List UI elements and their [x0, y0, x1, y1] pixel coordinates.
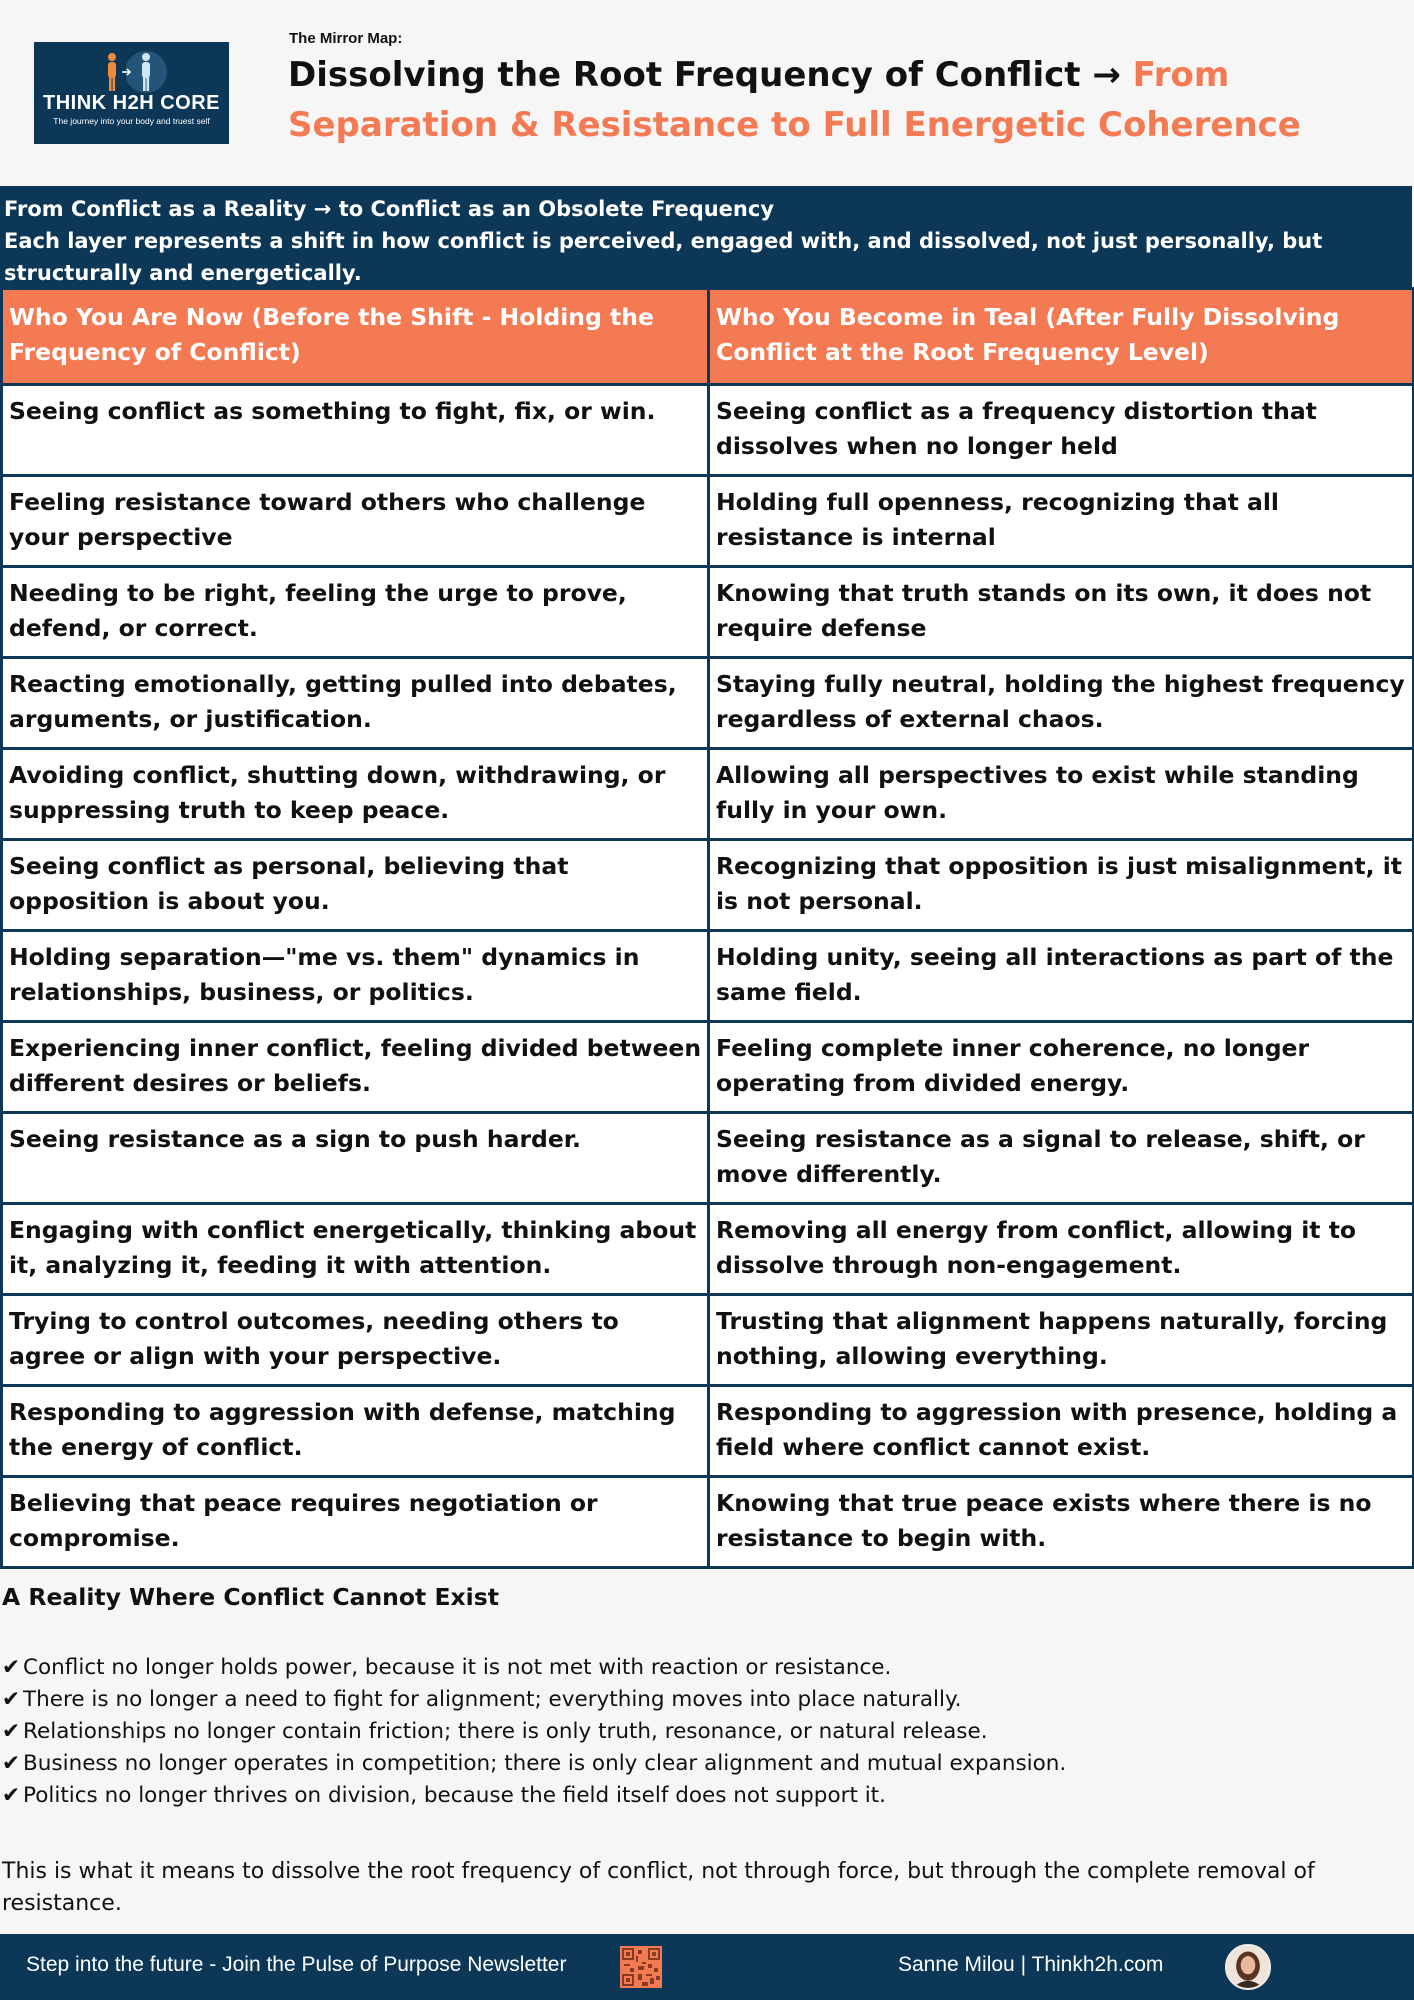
table-row [2, 1386, 1414, 1477]
logo-tagline: The journey into your body and truest self [53, 116, 210, 126]
table-row [2, 567, 1414, 658]
list-item-text: There is no longer a need to fight for alignment; everything moves into place naturally. [23, 1687, 962, 1712]
list-item [2, 1748, 1402, 1780]
before-cell: Avoiding conflict, shutting down, withdrawing, or suppressing truth to keep peace. [2, 749, 709, 840]
after-cell: Knowing that truth stands on its own, it does not require defense [709, 567, 1414, 658]
list-item [2, 1652, 1402, 1684]
page-kicker: The Mirror Map: [289, 30, 403, 47]
author-avatar [1225, 1944, 1271, 1990]
outcome-list [2, 1652, 1402, 1812]
table-row [2, 1113, 1414, 1204]
table-row [2, 385, 1414, 476]
list-item [2, 1780, 1402, 1812]
page-footer [0, 1934, 1414, 2000]
list-item-text: Conflict no longer holds power, because it is not met with reaction or resistance. [23, 1655, 892, 1680]
column-header-after: Who You Become in Teal (After Fully Dissolving Conflict at the Root Frequency Level) [709, 289, 1414, 385]
table-row [2, 840, 1414, 931]
after-cell: Trusting that alignment happens naturally, forcing nothing, allowing everything. [709, 1295, 1414, 1386]
before-cell: Seeing resistance as a sign to push harder. [2, 1113, 709, 1204]
after-cell: Holding unity, seeing all interactions as part of the same field. [709, 931, 1414, 1022]
mirror-map-table [0, 287, 1414, 1569]
after-cell: Staying fully neutral, holding the highest frequency regardless of external chaos. [709, 658, 1414, 749]
column-header-before: Who You Are Now (Before the Shift - Holding the Frequency of Conflict) [2, 289, 709, 385]
intro-banner [0, 186, 1412, 287]
table-row [2, 476, 1414, 567]
table-row [2, 1295, 1414, 1386]
after-cell: Allowing all perspectives to exist while standing fully in your own. [709, 749, 1414, 840]
before-cell: Needing to be right, feeling the urge to prove, defend, or correct. [2, 567, 709, 658]
table-row [2, 1022, 1414, 1113]
portrait-icon [1227, 1946, 1269, 1988]
qr-code-icon[interactable] [620, 1946, 662, 1988]
after-cell: Feeling complete inner coherence, no longer operating from divided energy. [709, 1022, 1414, 1113]
table-row [2, 749, 1414, 840]
closing-heading: A Reality Where Conflict Cannot Exist [2, 1583, 499, 1611]
intro-line-1: From Conflict as a Reality → to Conflict as an Obsolete Frequency [4, 197, 775, 221]
after-cell: Responding to aggression with presence, holding a field where conflict cannot exist. [709, 1386, 1414, 1477]
brand-logo[interactable] [34, 42, 229, 144]
checkmark-icon: ✔ [2, 1783, 21, 1808]
title-accent: From Separation & Resistance to Full Energetic Coherence [288, 55, 1301, 145]
checkmark-icon: ✔ [2, 1719, 21, 1744]
before-cell: Engaging with conflict energetically, thinking about it, analyzing it, feeding it with attention. [2, 1204, 709, 1295]
after-cell: Seeing resistance as a signal to release, shift, or move differently. [709, 1113, 1414, 1204]
after-cell: Recognizing that opposition is just misalignment, it is not personal. [709, 840, 1414, 931]
after-cell: Holding full openness, recognizing that all resistance is internal [709, 476, 1414, 567]
before-cell: Feeling resistance toward others who challenge your perspective [2, 476, 709, 567]
title-main: Dissolving the Root Frequency of Conflict → [288, 55, 1133, 95]
list-item-text: Business no longer operates in competition; there is only clear alignment and mutual expansion. [23, 1751, 1067, 1776]
before-cell: Experiencing inner conflict, feeling divided between different desires or beliefs. [2, 1022, 709, 1113]
before-cell: Holding separation—"me vs. them" dynamics in relationships, business, or politics. [2, 931, 709, 1022]
checkmark-icon: ✔ [2, 1751, 21, 1776]
after-cell: Knowing that true peace exists where there is no resistance to begin with. [709, 1477, 1414, 1568]
intro-line-2: Each layer represents a shift in how conflict is perceived, engaged with, and dissolved, not just personally, but structurally and energetically. [4, 229, 1323, 285]
table-row [2, 1477, 1414, 1568]
table-row [2, 658, 1414, 749]
closing-summary: This is what it means to dissolve the root frequency of conflict, not through force, but through the complete removal of resistance. [2, 1859, 1315, 1916]
before-cell: Trying to control outcomes, needing others to agree or align with your perspective. [2, 1295, 709, 1386]
table-header-row [2, 289, 1414, 385]
before-cell: Believing that peace requires negotiation or compromise. [2, 1477, 709, 1568]
page-title [288, 50, 1368, 150]
logo-name: THINK H2H CORE [42, 92, 220, 114]
list-item-text: Politics no longer thrives on division, because the field itself does not support it. [23, 1783, 886, 1808]
list-item-text: Relationships no longer contain friction; there is only truth, resonance, or natural release. [23, 1719, 988, 1744]
after-cell: Seeing conflict as a frequency distortion that dissolves when no longer held [709, 385, 1414, 476]
checkmark-icon: ✔ [2, 1687, 21, 1712]
table-row [2, 931, 1414, 1022]
human-figures-icon [92, 50, 176, 94]
page-header [0, 0, 1414, 186]
checkmark-icon: ✔ [2, 1655, 21, 1680]
before-cell: Seeing conflict as personal, believing that opposition is about you. [2, 840, 709, 931]
before-cell: Responding to aggression with defense, matching the energy of conflict. [2, 1386, 709, 1477]
newsletter-link[interactable]: Step into the future - Join the Pulse of Purpose Newsletter [26, 1953, 567, 1976]
after-cell: Removing all energy from conflict, allowing it to dissolve through non-engagement. [709, 1204, 1414, 1295]
list-item [2, 1684, 1402, 1716]
before-cell: Seeing conflict as something to fight, fix, or win. [2, 385, 709, 476]
author-credit[interactable]: Sanne Milou | Thinkh2h.com [898, 1953, 1164, 1976]
table-row [2, 1204, 1414, 1295]
before-cell: Reacting emotionally, getting pulled into debates, arguments, or justification. [2, 658, 709, 749]
list-item [2, 1716, 1402, 1748]
